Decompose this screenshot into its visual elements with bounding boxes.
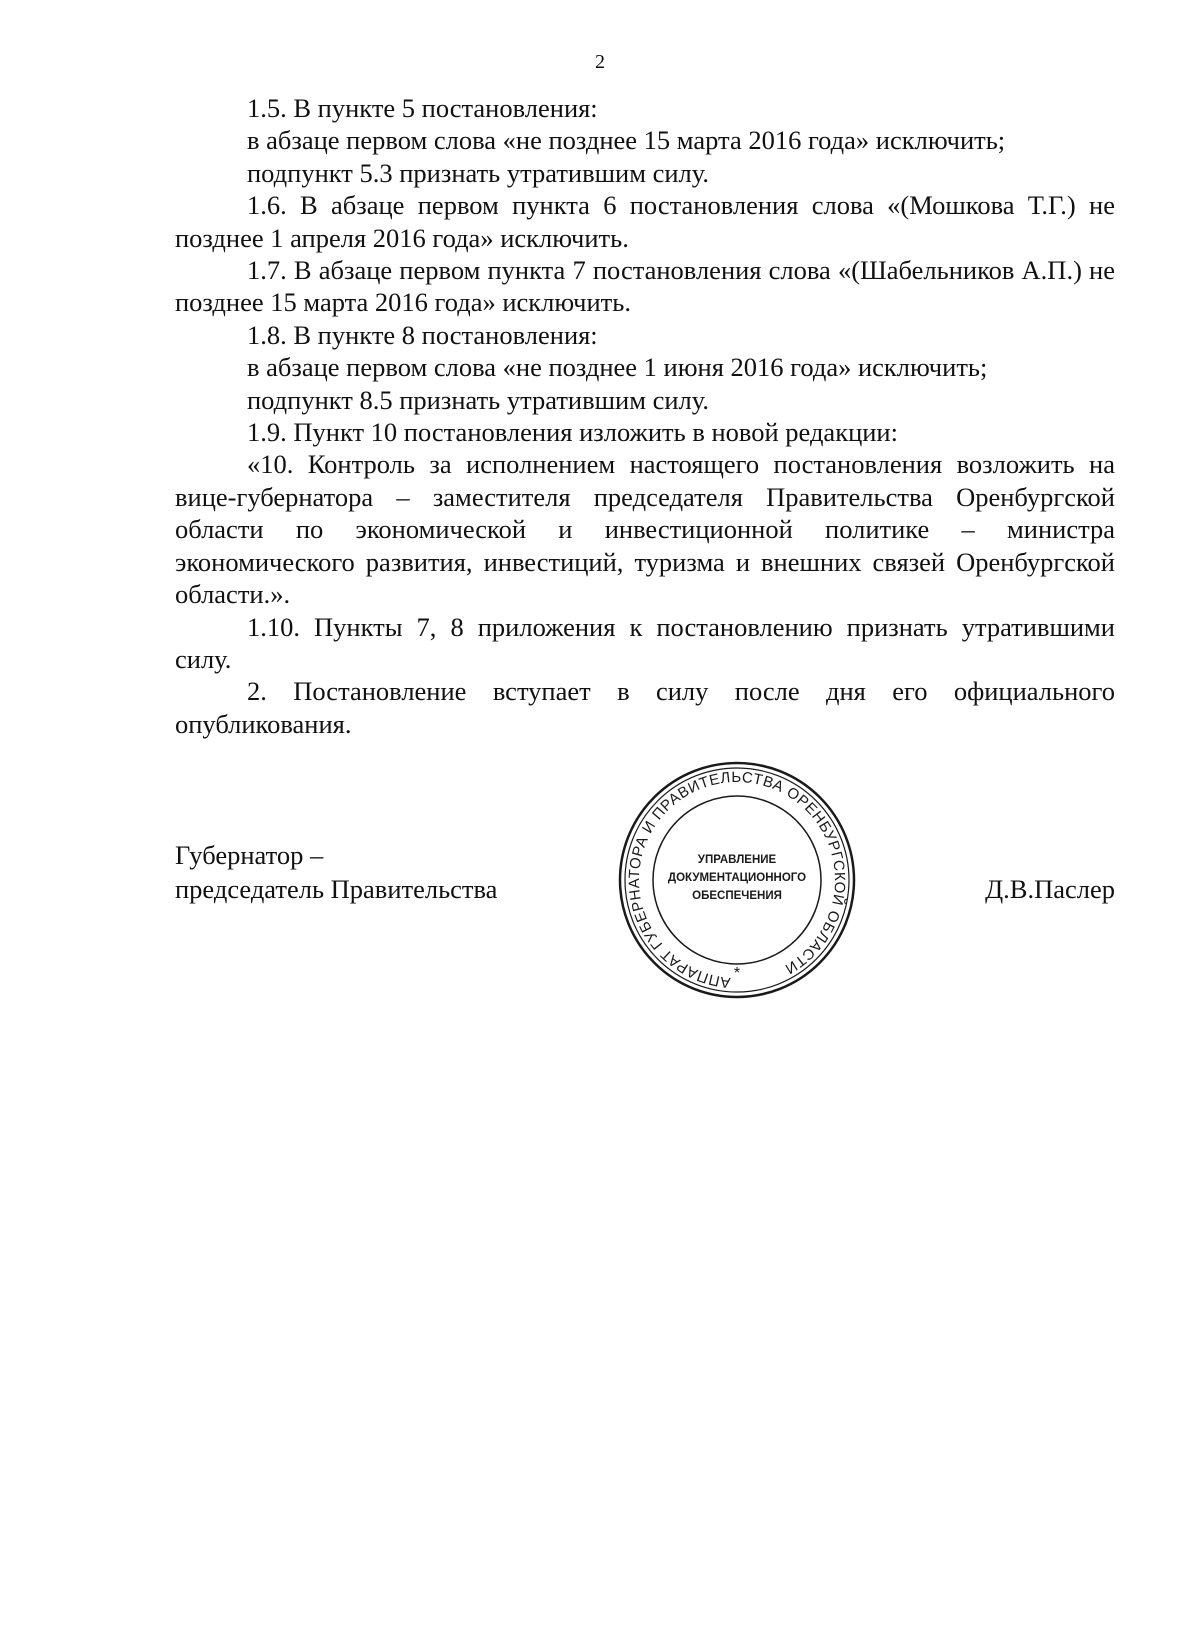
seal-graphic [617,760,857,1000]
seal-center-line-3: ОБЕСПЕЧЕНИЯ [692,890,782,902]
paragraph-1-8: 1.8. В пункте 8 постановления: [247,319,598,350]
seal-ring-text: АППАРАТ ГУБЕРНАТОРА И ПРАВИТЕЛЬСТВА ОРЕНБУРГСКОЙ ОБЛАСТИ [625,768,849,991]
paragraph-1-7: 1.7. В абзаце первом пункта 7 постановления слова «(Шабельников А.П.) не позднее 15 марта 2016 года» исключить. [175,255,1115,318]
signatory-name: Д.В.Паслер [985,874,1115,904]
paragraph-1-8-first: в абзаце первом слова «не позднее 1 июня 2016 года» исключить; [247,352,988,383]
seal-star: * [733,965,741,982]
signatory-position-line-1: Губернатор – [175,840,324,870]
signatory-position-line-2: председатель Правительства [175,874,498,904]
paragraph-1-5: 1.5. В пункте 5 постановления: [247,93,598,123]
document-body [175,92,1115,740]
seal-center-line-1: УПРАВЛЕНИЕ [697,854,777,866]
official-seal [617,760,857,1000]
page-number: 2 [595,51,605,73]
paragraph-1-9-new-text: «10. Контроль за исполнением настоящего постановления возложить на вице-губернатора – заместителя председателя Правительства Оренбургской области по экономической и инвестиционной политике – министра экономического развития, инвестиций, туризма и внешних связей Оренбургской области.». [175,449,1115,610]
paragraph-1-5-first: в абзаце первом слова «не позднее 15 марта 2016 года» исключить; [247,125,1006,156]
paragraph-1-6: 1.6. В абзаце первом пункта 6 постановления слова «(Мошкова Т.Г.) не позднее 1 апреля 2016 года» исключить. [175,190,1115,253]
paragraph-1-10: 1.10. Пункты 7, 8 приложения к постановлению признать утратившими силу. [175,611,1115,674]
paragraph-1-8-second: подпункт 8.5 признать утратившим силу. [247,384,710,415]
signatory-position [175,838,497,906]
paragraph-1-5-second: подпункт 5.3 признать утратившим силу. [247,157,710,188]
paragraph-1-9: 1.9. Пункт 10 постановления изложить в новой редакции: [247,417,898,448]
paragraph-2: 2. Постановление вступает в силу после дня его официального опубликования. [175,676,1115,739]
seal-center-line-2: ДОКУМЕНТАЦИОННОГО [667,872,807,884]
